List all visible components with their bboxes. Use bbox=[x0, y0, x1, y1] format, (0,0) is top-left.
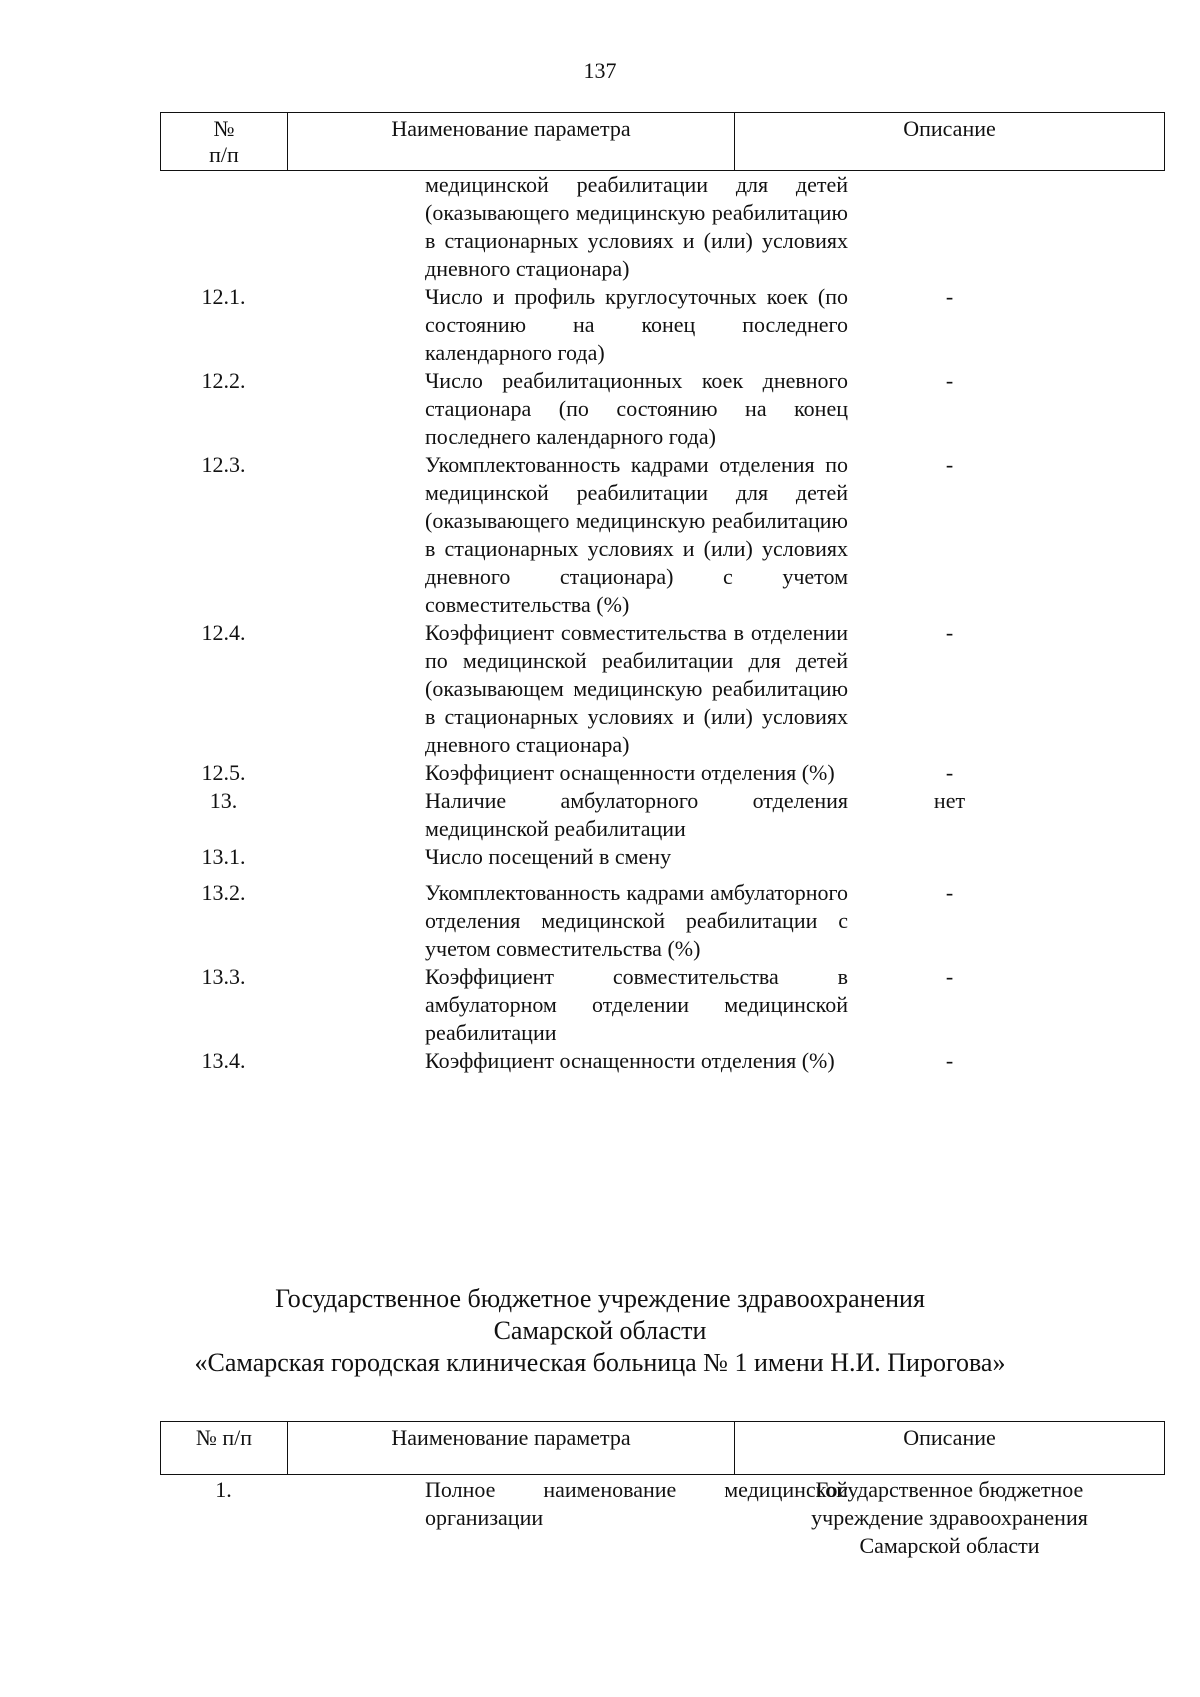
row-description bbox=[734, 843, 1165, 871]
row-number: 13.4. bbox=[201, 1048, 246, 1073]
table-row bbox=[160, 759, 1165, 787]
row-parameter: Коэффициент оснащенности отделения (%) bbox=[425, 760, 835, 785]
row-parameter: Полное наименование медицинской организации bbox=[425, 1477, 848, 1530]
table-row bbox=[160, 171, 1165, 283]
table-row bbox=[160, 843, 1165, 871]
organization-title bbox=[0, 1283, 1200, 1379]
row-number: 12.4. bbox=[201, 620, 246, 645]
row-number: 12.3. bbox=[201, 452, 246, 477]
org-title-line1: Государственное бюджетное учреждение здравоохранения bbox=[275, 1284, 925, 1313]
row-number: 13.3. bbox=[201, 964, 246, 989]
row-number: 13. bbox=[209, 788, 238, 813]
row-description: - bbox=[945, 452, 954, 477]
table-row bbox=[160, 619, 1165, 759]
row-number: 12.1. bbox=[201, 284, 246, 309]
row-number: 12.2. bbox=[201, 368, 246, 393]
row-parameter: Укомплектованность кадрами амбулаторного отделения медицинской реабилитации с учетом совместительства (%) bbox=[425, 880, 848, 961]
header-param: Наименование параметра bbox=[288, 1422, 735, 1474]
table2-header bbox=[160, 1421, 1165, 1475]
table-row bbox=[160, 1047, 1165, 1075]
table-row bbox=[160, 451, 1165, 619]
header-desc: Описание bbox=[903, 1425, 996, 1450]
row-number: 13.2. bbox=[201, 880, 246, 905]
row-description: нет bbox=[933, 788, 966, 813]
row-parameter: Число реабилитационных коек дневного стационара (по состоянию на конец последнего календарного года) bbox=[425, 368, 848, 449]
header-num: № п/п bbox=[161, 1422, 288, 1474]
header-desc: Описание bbox=[903, 116, 996, 141]
row-number: 13.1. bbox=[201, 844, 246, 869]
header-num bbox=[161, 113, 288, 170]
table2-body bbox=[160, 1476, 1165, 1560]
row-description: - bbox=[945, 964, 954, 989]
row-number bbox=[160, 171, 287, 283]
table-row bbox=[160, 963, 1165, 1047]
page-number: 137 bbox=[583, 58, 617, 83]
row-description: - bbox=[945, 880, 954, 905]
row-description: - bbox=[945, 368, 954, 393]
header-param: Наименование параметра bbox=[288, 113, 735, 170]
row-parameter: Число посещений в смену bbox=[425, 844, 672, 869]
row-description: - bbox=[945, 284, 954, 309]
row-parameter: Число и профиль круглосуточных коек (по состоянию на конец последнего календарного года) bbox=[425, 284, 848, 365]
row-parameter: Наличие амбулаторного отделения медицинской реабилитации bbox=[425, 788, 848, 841]
table-row bbox=[160, 283, 1165, 367]
header-num-line: № bbox=[213, 116, 235, 141]
row-parameter: Коэффициент оснащенности отделения (%) bbox=[425, 1048, 835, 1073]
table-row bbox=[160, 367, 1165, 451]
row-description: - bbox=[945, 760, 954, 785]
org-title-line2: Самарской области bbox=[493, 1316, 707, 1345]
table1-header bbox=[160, 112, 1165, 171]
org-title-line3: «Самарская городская клиническая больница № 1 имени Н.И. Пирогова» bbox=[194, 1348, 1006, 1377]
table-row bbox=[160, 879, 1165, 963]
table-row bbox=[160, 787, 1165, 843]
row-number: 1. bbox=[215, 1477, 232, 1502]
table1-body bbox=[160, 171, 1165, 1075]
row-parameter: Коэффициент совместительства в отделении по медицинской реабилитации для детей (оказывающем медицинскую реабилитацию в стационарных условиях и (или) условиях дневного стационара) bbox=[425, 620, 848, 757]
row-description: Государственное бюджетное учреждение здравоохранения Самарской области bbox=[811, 1477, 1088, 1558]
row-description bbox=[734, 171, 1165, 283]
row-description: - bbox=[945, 620, 954, 645]
table-row bbox=[160, 1476, 1165, 1560]
row-parameter: Коэффициент совместительства в амбулаторном отделении медицинской реабилитации bbox=[425, 964, 848, 1045]
header-num-line: п/п bbox=[209, 142, 239, 167]
row-number: 12.5. bbox=[201, 760, 246, 785]
row-parameter: медицинской реабилитации для детей (оказывающего медицинскую реабилитацию в стационарных условиях и (или) условиях дневного стационара) bbox=[425, 172, 848, 281]
row-parameter: Укомплектованность кадрами отделения по медицинской реабилитации для детей (оказывающего медицинскую реабилитацию в стационарных условиях и (или) условиях дневного стационара) с учетом совместительства (%) bbox=[425, 452, 848, 617]
row-description: - bbox=[945, 1048, 954, 1073]
